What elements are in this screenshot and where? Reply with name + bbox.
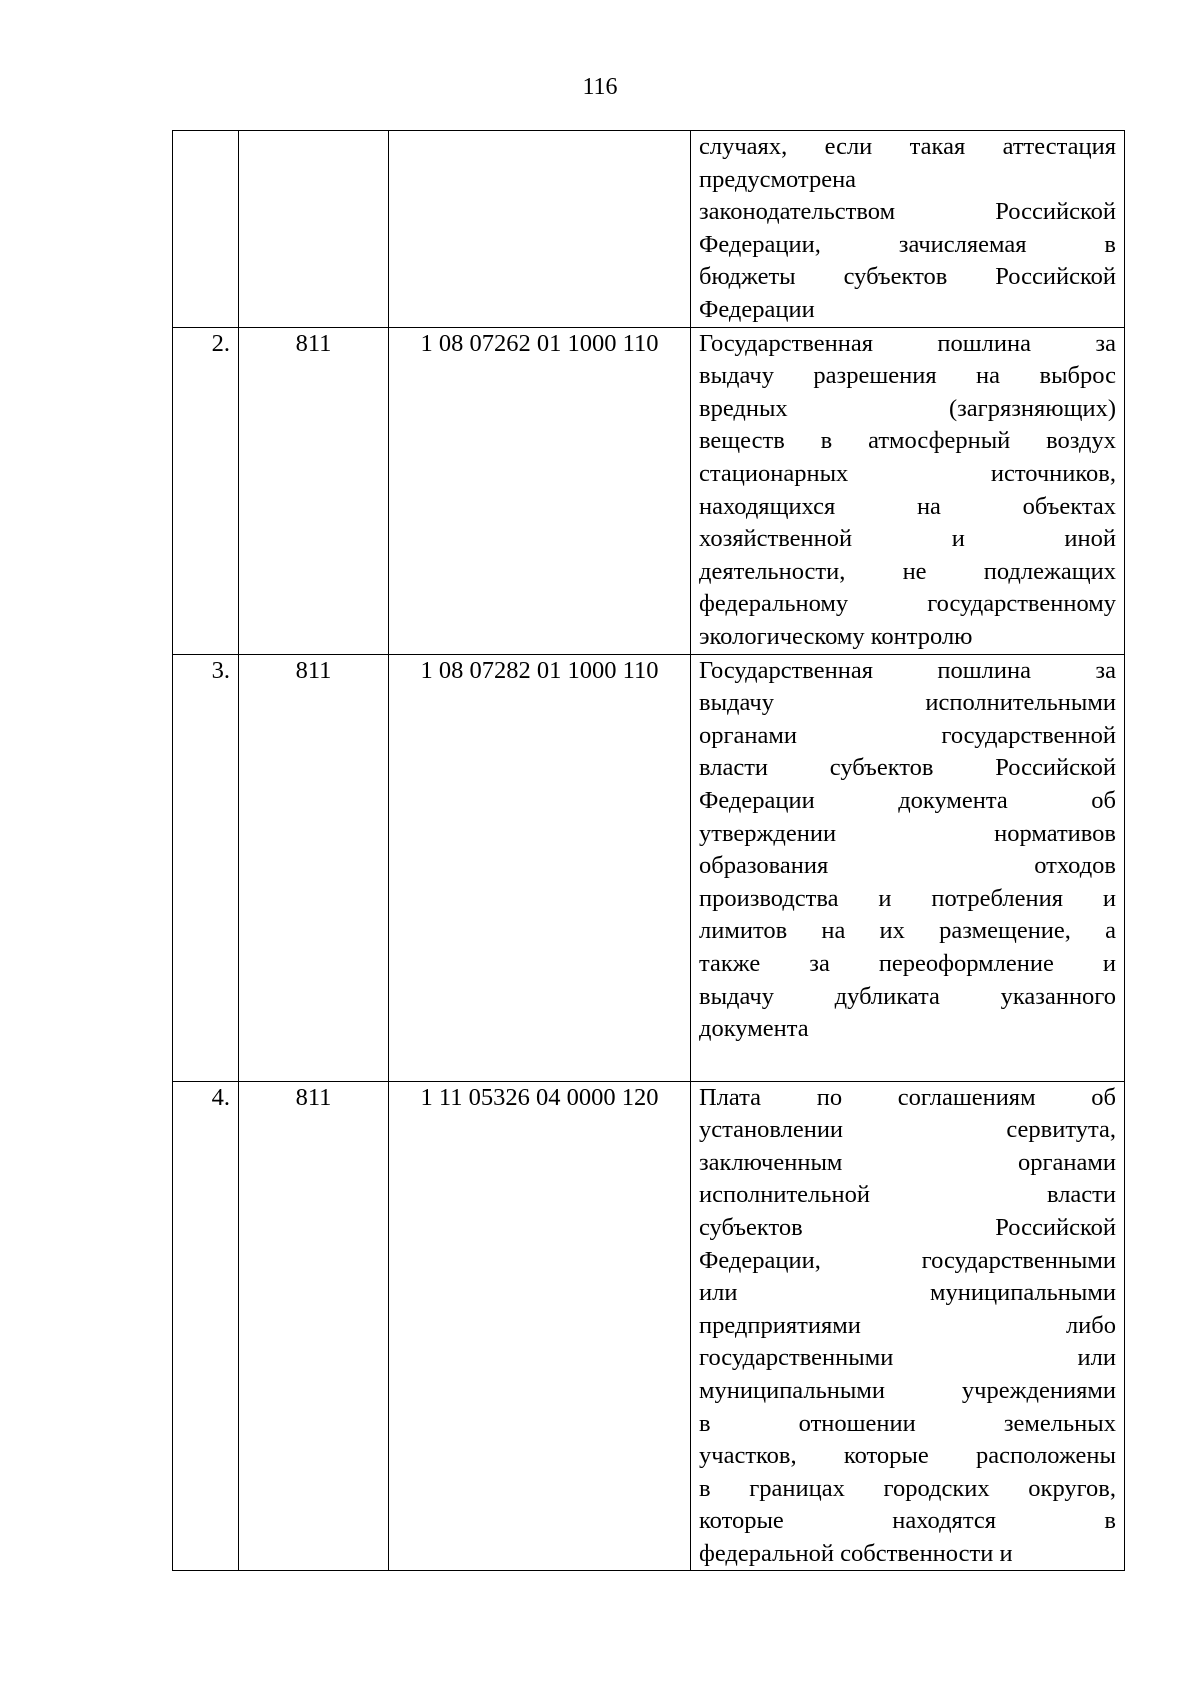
description-line: заключенным органами [699,1148,1116,1176]
table-row [173,327,1125,654]
description-line: хозяйственной и иной [699,525,1116,553]
description-line: законодательством Российской [699,198,1116,226]
description-line: муниципальными учреждениями [699,1376,1116,1404]
description-line: предусмотрена [699,165,857,193]
budget-classification-code: 1 08 07282 01 1000 110 [389,654,691,1081]
row-number [173,131,239,328]
description-line: утверждении нормативов [699,819,1116,847]
description-line: выдачу дубликата указанного [699,982,1116,1010]
description-line: выдачу исполнительными [699,689,1116,717]
description-line: Государственная пошлина за [699,329,1116,357]
description-line: вредных (загрязняющих) [699,394,1116,422]
income-description [691,131,1125,328]
description-line: Федерации, зачисляемая в [699,230,1116,258]
budget-classification-code: 1 08 07262 01 1000 110 [389,327,691,654]
description-line: в границах городских округов, [699,1474,1116,1502]
description-line: или муниципальными [699,1279,1116,1307]
administrator-code [239,131,389,328]
description-line: Государственная пошлина за [699,656,1116,684]
description-line: которые находятся в [699,1507,1116,1535]
table-row [173,1081,1125,1571]
description-line: в отношении земельных [699,1409,1116,1437]
description-line: участков, которые расположены [699,1442,1116,1470]
income-description [691,1081,1125,1571]
administrator-code: 811 [239,1081,389,1571]
description-line: предприятиями либо [699,1311,1116,1339]
description-line: выдачу разрешения на выброс [699,362,1116,390]
administrator-code: 811 [239,654,389,1081]
description-line: находящихся на объектах [699,492,1116,520]
administrator-code: 811 [239,327,389,654]
table-row [173,654,1125,1081]
description-line: бюджеты субъектов Российской [699,263,1116,291]
row-number: 3. [173,654,239,1081]
description-line: стационарных источников, [699,459,1116,487]
description-line: документа [699,1015,809,1043]
budget-classification-code [389,131,691,328]
income-description [691,654,1125,1081]
description-line: исполнительной власти [699,1181,1116,1209]
row-number: 2. [173,327,239,654]
row-number: 4. [173,1081,239,1571]
table-row [173,131,1125,328]
description-line: федеральному государственному [699,590,1116,618]
description-line: случаях, если такая аттестация [699,133,1116,160]
description-line: федеральной собственности и [699,1539,1013,1567]
description-line: установлении сервитута, [699,1116,1116,1144]
description-line: лимитов на их размещение, а [699,917,1116,945]
budget-code-table [172,130,1125,1571]
description-line: субъектов Российской [699,1213,1116,1241]
description-line: государственными или [699,1344,1116,1372]
description-line: Федерации, государственными [699,1246,1116,1274]
description-line: веществ в атмосферный воздух [699,427,1116,455]
description-line: Плата по соглашениям об [699,1083,1116,1111]
table-body [173,131,1125,1571]
page-number: 116 [582,74,618,100]
description-line: Федерации [699,295,815,323]
description-line: органами государственной [699,721,1116,749]
description-line: производства и потребления и [699,884,1116,912]
description-line: экологическому контролю [699,622,973,650]
description-line: образования отходов [699,852,1116,880]
description-line: также за переоформление и [699,949,1116,977]
income-description [691,327,1125,654]
description-line: власти субъектов Российской [699,754,1116,782]
budget-classification-code: 1 11 05326 04 0000 120 [389,1081,691,1571]
description-line: Федерации документа об [699,786,1116,814]
description-line: деятельности, не подлежащих [699,557,1116,585]
